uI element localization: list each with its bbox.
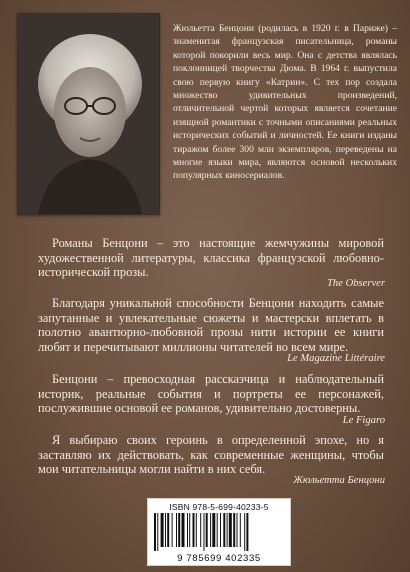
- author-photo: [17, 13, 160, 215]
- quote-source-author: Жюльетта Бенцони: [293, 475, 385, 486]
- barcode-bar: [182, 513, 185, 547]
- barcode-bar: [178, 513, 180, 547]
- barcode-bar: [196, 513, 197, 547]
- quote-figaro: Бенцони – превосходная рассказчица и наблюдательный историк, реальные события и портреты ее персонажей, послужившие основой ее романов, удивительно достоверны.: [38, 372, 384, 416]
- quote-source-magazine: Le Magazine Littéraire: [287, 353, 385, 364]
- barcode-bar: [229, 513, 232, 547]
- barcode-bar: [212, 513, 215, 547]
- barcode-bar: [237, 513, 238, 547]
- barcode-bar: [157, 513, 158, 551]
- quote-magazine: Благодаря уникальной способности Бенцони находить самые запутанные и увлекательные сюжеты и мастерски вплетать в полотно авантюрно-любовной прозы нити истории ее книги любят и перечитывают миллионы читателей во всем мире.: [38, 296, 384, 354]
- barcode-bar: [193, 513, 195, 547]
- barcode-bar: [217, 513, 218, 547]
- barcode: [147, 498, 291, 566]
- barcode-bar: [154, 513, 156, 551]
- quote-source-observer: The Observer: [327, 278, 385, 289]
- barcode-bar: [187, 513, 188, 547]
- barcode-bar: [240, 513, 241, 547]
- barcode-bar: [210, 513, 211, 547]
- barcode-bar: [176, 513, 177, 547]
- quote-observer: Романы Бенцони – это настоящие жемчужины мировой художественной литературы, классика французской любовно-исторической прозы.: [38, 236, 384, 280]
- barcode-bar: [167, 513, 169, 547]
- quote-source-figaro: Le Figaro: [342, 415, 385, 426]
- barcode-bar: [204, 513, 205, 551]
- barcode-bar: [165, 513, 166, 547]
- barcode-bar: [161, 513, 164, 547]
- isbn-label: ISBN 978-5-699-40233-5: [169, 502, 269, 512]
- author-bio: Жюльетта Бенцони (родилась в 1920 г. в Париже) – знаменитая французская писательница, романы которой покорили весь мир. Она с детства являлась поклонницей творчества Дюма. В 1964 г. выпустила свою первую книгу «Катрин». С тех пор создала множество удивительных произведений, отличительной чертой которых является сочетание изящной романтики с точными описаниями реальных исторических событий и личностей. Ее книги изданы тиражом более 300 млн экземпляров, переведены на многие языки мира, являются основой нескольких популярных киносериалов.: [173, 23, 397, 182]
- barcode-bar: [189, 513, 190, 547]
- barcode-digits: 9 785699 402335: [177, 553, 261, 564]
- barcode-bar: [233, 513, 235, 547]
- quote-author: Я выбираю своих героинь в определенной эпохе, но я заставляю их действовать, как современные женщины, чтобы мои читательницы могли найти в них себя.: [38, 433, 384, 477]
- barcode-bar: [172, 513, 173, 547]
- barcode-bar: [244, 513, 245, 551]
- barcode-bar: [220, 513, 221, 547]
- barcode-bar: [246, 513, 248, 551]
- barcode-bar: [206, 513, 208, 547]
- barcode-bar: [223, 513, 225, 547]
- barcode-bar: [227, 513, 228, 547]
- barcode-bar: [200, 513, 201, 547]
- barcode-bars: [154, 513, 284, 551]
